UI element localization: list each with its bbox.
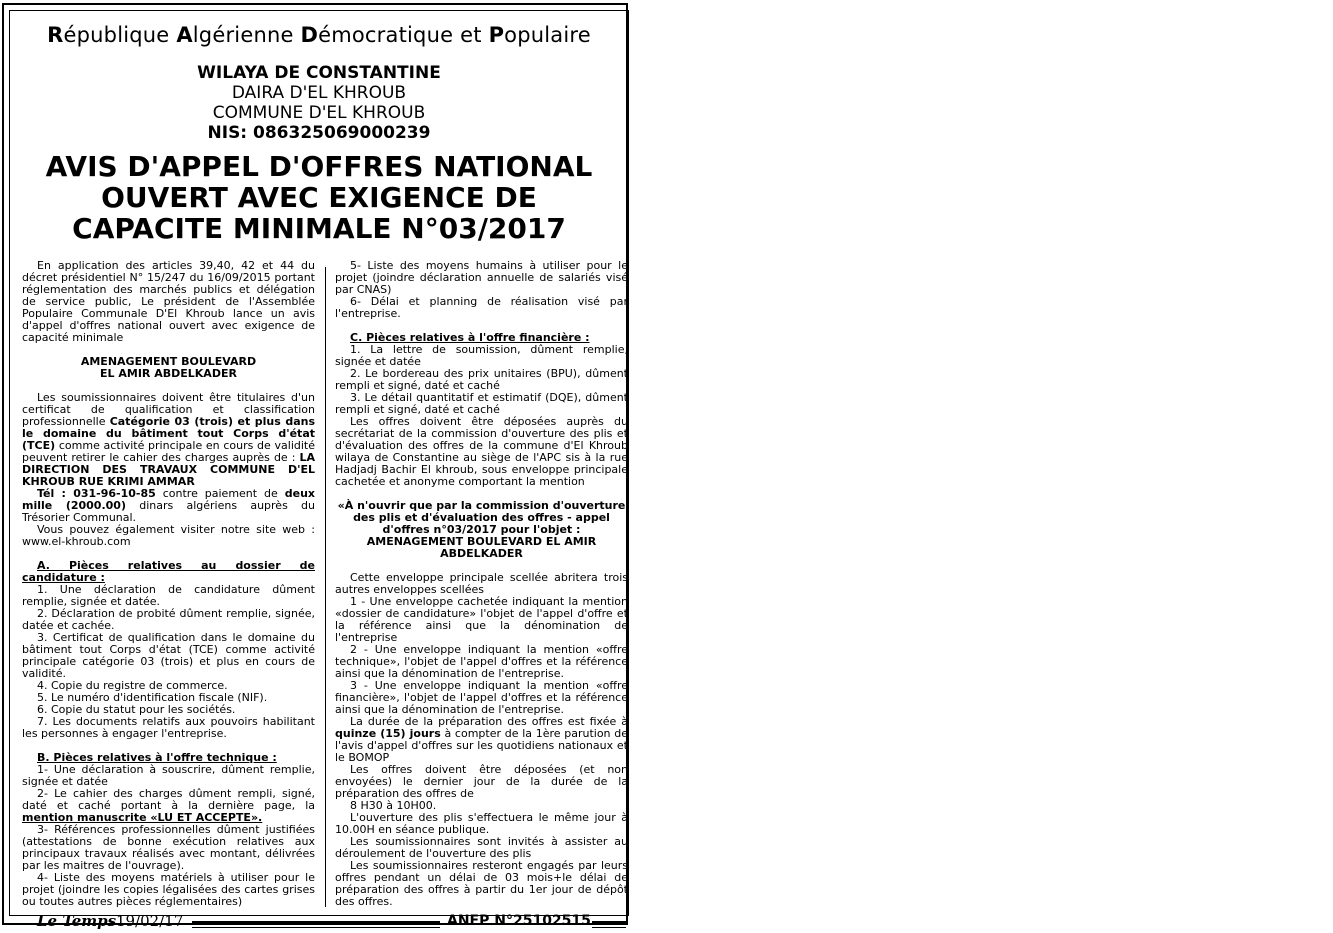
list-item: 4. Copie du registre de commerce.	[37, 679, 228, 692]
newspaper-logo: Le Temps	[37, 912, 117, 930]
list-item: 7. Les documents relatifs aux pouvoirs habilitant les personnes à engager l'entreprise.	[22, 715, 315, 740]
list-item: 6. Copie du statut pour les sociétés.	[37, 703, 236, 716]
left-column	[22, 260, 315, 908]
text-run: La durée de la préparation des offres est fixée à	[350, 715, 628, 728]
column-divider	[325, 267, 326, 907]
text-run: Les soumissionnaires doivent être titulaires d'un certificat de qualification et classification professionnelle	[22, 391, 315, 428]
heading-word: Démocratique	[300, 23, 454, 47]
list-item: 3 - Une enveloppe indiquant la mention «offre financière», l'objet de l'appel d'offres et la référence ainsi que la dénomination de l'entreprise.	[335, 679, 628, 716]
list-item: 5. Le numéro d'identification fiscale (NIF).	[37, 691, 268, 704]
duration-paragraph	[335, 716, 628, 764]
hours-paragraph: 8 H30 à 10H00.	[350, 799, 437, 812]
list-item: 1. La lettre de soumission, dûment remplie, signée et datée	[335, 343, 628, 368]
heading-word: Populaire	[488, 23, 591, 47]
text-run-bold: Tél : 031-96-10-85	[37, 487, 156, 500]
list-item: 2. Le bordereau des prix unitaires (BPU), dûment rempli et signé, daté et caché	[335, 367, 628, 392]
text-run: contre paiement de	[155, 487, 285, 500]
ad-inner-frame	[9, 10, 629, 916]
heading-word: République	[47, 23, 170, 47]
commune-line: COMMUNE D'EL KHROUB	[212, 103, 426, 123]
envelope-intro: Cette enveloppe principale scellée abritera trois autres enveloppes scellées	[335, 571, 628, 596]
list-item: 2. Déclaration de probité dûment remplie, signée, datée et cachée.	[22, 607, 315, 632]
text-run: 2- Le cahier des charges dûment rempli, signé, daté et caché portant à la dernière page, la	[22, 787, 315, 812]
list-item: 3. Certificat de qualification dans le domaine du bâtiment tout Corps d'état (TCE) comme activité principale catégorie 03 (trois) et plus en cours de validité.	[22, 631, 315, 680]
footer-rule	[192, 921, 440, 928]
engagement-paragraph: Les soumissionnaires resteront engagés par leurs offres pendant un délai de 03 mois+le délai de préparation des offres à partir du 1er jour de dépôt des offres.	[335, 859, 628, 908]
project-name: EL AMIR ABDELKADER	[100, 367, 237, 380]
title-line: AVIS D'APPEL D'OFFRES NATIONAL	[45, 150, 593, 183]
title-line: CAPACITE MINIMALE N°03/2017	[72, 212, 566, 245]
section-a-heading	[22, 560, 315, 584]
qualification-paragraph	[22, 392, 315, 488]
list-item	[22, 788, 315, 824]
intro-paragraph: En application des articles 39,40, 42 et 44 du décret présidentiel N° 15/247 du 16/09/2015 portant réglementation des marchés publics et délégation de service public, Le président de l'Assemblée Populaire Communale D'El Khroub lance un avis d'appel d'offres national ouvert avec exigence de capacité minimale	[22, 259, 315, 344]
ad-outer-frame	[2, 3, 628, 930]
list-item: 3. Le détail quantitatif et estimatif (DQE), dûment rempli et signé, daté et caché	[335, 391, 628, 416]
heading-word: et	[460, 23, 482, 47]
list-item: 4- Liste des moyens matériels à utiliser pour le projet (joindre les copies légalisées des cartes grises ou toutes autres pièces réglementaires)	[22, 871, 315, 908]
list-item: 1. Une déclaration de candidature dûment remplie, signée et datée.	[22, 583, 315, 608]
text-run-bold: B. Pièces relatives à l'offre technique :	[37, 751, 277, 764]
list-item: 1 - Une enveloppe cachetée indiquant la mention «dossier de candidature» l'objet de l'appel d'offre et la référence ainsi que la dénomination de l'entreprise	[335, 595, 628, 644]
deposit-paragraph: Les offres doivent être déposées auprès du secrétariat de la commission d'ouverture des plis et d'évaluation des offres de la commune d'El Khroub wilaya de Constantine au siège de l'APC sis à la rue Hadjadj Bachir El khroub, sous enveloppe principale cachetée et anonyme comportant la mention	[335, 415, 628, 488]
text-run-bold: quinze (15) jours	[335, 727, 441, 740]
text-run-bold: deux mille (2000.00)	[22, 487, 315, 512]
last-day-paragraph: Les offres doivent être déposées (et non envoyées) le dernier jour de la durée de la préparation des offres de	[335, 763, 628, 800]
list-item: 5- Liste des moyens humains à utiliser pour le projet (joindre déclaration annuelle de salariés visé par CNAS)	[335, 259, 628, 296]
heading-word: Algérienne	[176, 23, 294, 47]
opening-paragraph: L'ouverture des plis s'effectuera le même jour à 10.00H en séance publique.	[335, 811, 628, 836]
website-paragraph: Vous pouvez également visiter notre site web : www.el-khroub.com	[22, 523, 315, 548]
nis-line: NIS: 08632506900023​9	[207, 123, 431, 143]
text-run: comme activité principale en cours de validité peuvent retirer le cahier des charges auprès de :	[22, 439, 315, 464]
text-run-bold: C. Pièces relatives à l'offre financière :	[350, 331, 590, 344]
text-run-bold: A. Pièces relatives au dossier de candidature :	[22, 559, 315, 584]
daira-line: DAIRA D'EL KHROUB	[231, 83, 407, 103]
list-item: 2 - Une enveloppe indiquant la mention «offre technique», l'objet de l'appel d'offres et la référence ainsi que la dénomination de l'entreprise.	[335, 643, 628, 680]
list-item: 1- Une déclaration à souscrire, dûment remplie, signée et datée	[22, 763, 315, 788]
text-run: à compter de la 1ère parution de l'avis d'appel d'offres sur les quotidiens nationaux et le BOMOP	[335, 727, 628, 764]
footer-bar	[12, 910, 628, 930]
anep-reference: ANEP N°25102515	[447, 913, 591, 929]
text-run: dinars algériens auprès du Trésorier Communal.	[22, 499, 315, 524]
text-run-bold: mention manuscrite «LU ET ACCEPTE».	[22, 811, 263, 824]
list-item: 6- Délai et planning de réalisation visé par l'entreprise.	[335, 295, 628, 320]
footer-rule	[592, 921, 626, 928]
phone-paragraph	[22, 488, 315, 524]
text-run-bold: LA DIRECTION DES TRAVAUX COMMUNE D'EL KHROUB RUE KRIMI AMMAR	[22, 451, 315, 488]
invite-paragraph: Les soumissionnaires sont invités à assister au déroulement de l'ouverture des plis	[335, 835, 628, 860]
project-name: AMENAGEMENT BOULEVARD	[80, 355, 257, 368]
title-line: OUVERT AVEC EXIGENCE DE	[101, 181, 537, 214]
envelope-mention: «À n'ouvrir que par la commission d'ouverture des plis et d'évaluation des offres - appel d'offres n°03/2017 pour l'objet : AMENAGEMENT BOULEVARD EL AMIR ABDELKADER	[337, 499, 626, 560]
text-run-bold: Catégorie 03 (trois) et plus dans le domaine du bâtiment tout Corps d'état (TCE)	[22, 415, 316, 452]
wilaya-line: WILAYA DE CONSTANTINE	[197, 63, 441, 83]
publication-date: 19/02/17	[116, 912, 184, 930]
republic-heading	[10, 23, 628, 47]
notice-title	[10, 151, 628, 244]
right-column	[335, 260, 628, 908]
list-item: 3- Références professionnelles dûment justifiées (attestations de bonne exécution relatives aux principaux travaux réalisés avec montant, délivrées par les maitres de l'ouvrage).	[22, 823, 315, 872]
